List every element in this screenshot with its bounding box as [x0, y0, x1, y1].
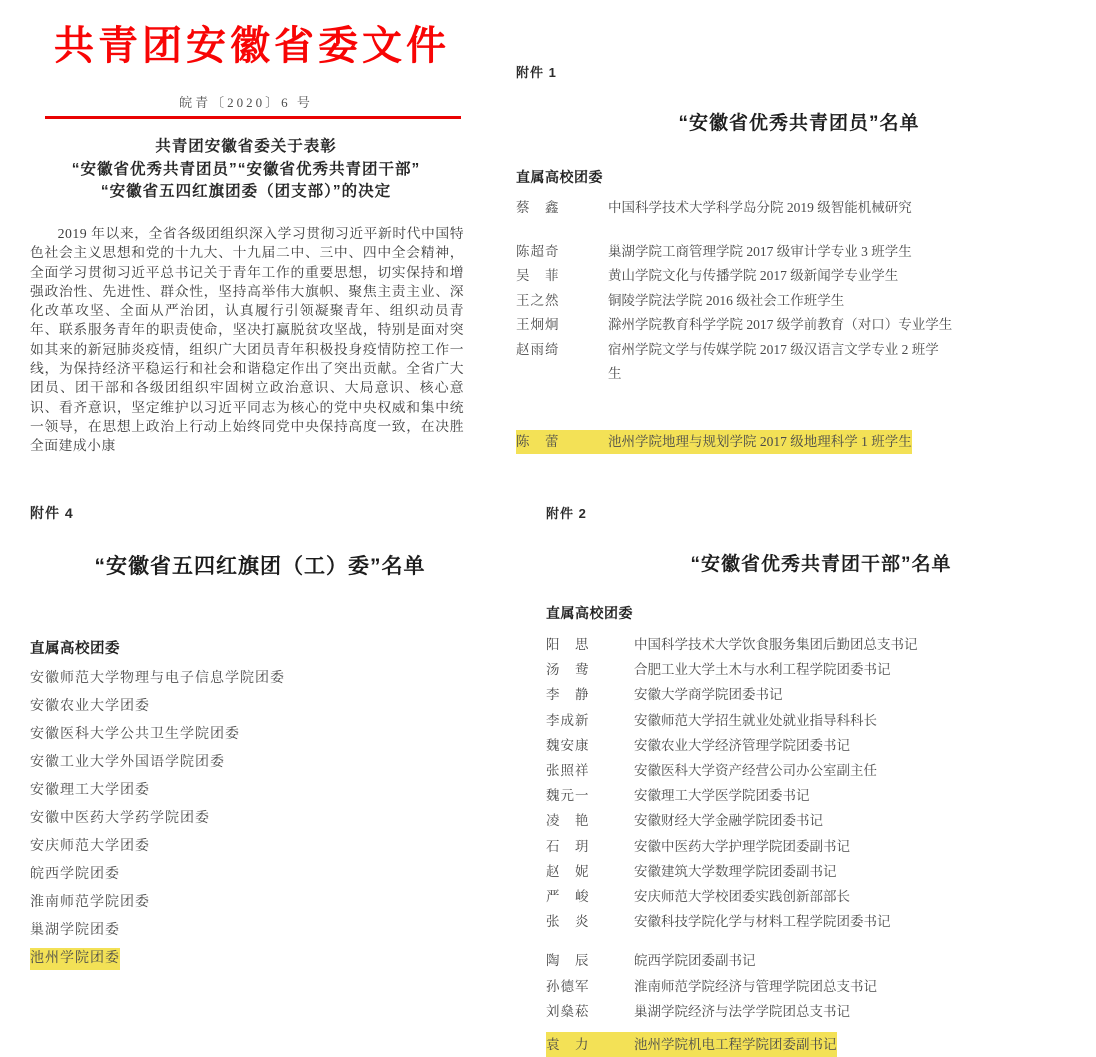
awardee-name: 严 峻 [546, 889, 590, 905]
list-item [546, 909, 1096, 934]
awardee-description: 安徽医科大学资产经营公司办公室副主任 [634, 763, 877, 779]
awardee-description: 安徽大学商学院团委书记 [634, 687, 783, 703]
list-item: 皖西学院团委 [30, 867, 120, 882]
awardee-description: 合肥工业大学土木与水利工程学院团委书记 [634, 662, 891, 678]
awardee-name: 陶 辰 [546, 953, 590, 969]
list-item [546, 999, 1096, 1024]
list-item [546, 808, 1096, 833]
list-item [516, 338, 1082, 387]
awardee-description: 安徽师范大学招生就业处就业指导科科长 [634, 712, 877, 728]
attachment-4-title: “安徽省五四红旗团（工）委”名单 [94, 555, 426, 578]
awardee-name: 王炯炯 [516, 317, 560, 332]
list-item [516, 196, 1082, 221]
attachment-4-panel [30, 503, 490, 973]
list-item: 安徽理工大学团委 [30, 783, 150, 798]
awardee-name: 魏安康 [546, 737, 590, 753]
awardee-description: 皖西学院团委副书记 [634, 953, 756, 969]
list-item [516, 240, 1082, 265]
list-item [546, 733, 1096, 758]
highlighted-list-item [30, 945, 490, 973]
list-item: 巢湖学院团委 [30, 923, 120, 938]
document-body-paragraph: 2019 年以来，全省各级团组织深入学习贯彻习近平新时代中国特色社会主义思想和党的十九大、十九届二中、三中、四中全会精神，全面学习贯彻习近平总书记关于青年工作的重要思想，切实保持和增强政治性、先进性、群众性，坚持高举伟大旗帜、聚焦主责主业、深化改革攻坚、全面从严治团，认真履行引领凝聚青年、组织动员青年、联系服务青年的职责使命，坚决打赢脱贫攻坚战，特别是面对突如其来的新冠肺炎疫情，组织广大团员青年积极投身疫情防控工作一线，为保持经济平稳运行和社会和谐稳定作出了突出贡献。全省广大团员、团干部和各级团组织牢固树立政治意识、大局意识、核心意识、看齐意识，坚定维护以习近平同志为核心的党中央权威和集中统一领导，在思想上政治上行动上始终同党中央保持高度一致，在决胜全面建成小康 [30, 226, 464, 454]
list-item [546, 657, 1096, 682]
attachment-2-entry-list-secondary [546, 948, 1096, 1024]
red-divider-rule [45, 116, 461, 119]
attachment-1-panel [516, 62, 1082, 454]
awardee-description: 巢湖学院工商管理学院 2017 级审计学专业 3 班学生 [608, 243, 912, 259]
list-item [546, 632, 1096, 657]
list-item [546, 948, 1096, 973]
awardee-description: 黄山学院文化与传播学院 2017 级新闻学专业学生 [608, 268, 899, 283]
list-item: 安徽农业大学团委 [30, 699, 150, 714]
attachment-1-label: 附件 1 [516, 65, 557, 80]
highlighted-committee-name: 池州学院团委 [30, 948, 120, 970]
attachment-1-section-heading: 直属高校团委 [516, 169, 603, 185]
awardee-description: 安徽科技学院化学与材料工程学院团委书记 [634, 914, 891, 930]
awardee-name: 陈超奇 [516, 243, 560, 259]
awardee-description: 中国科学技术大学科学岛分院 2019 级智能机械研究 [608, 200, 912, 215]
awardee-description: 池州学院地理与规划学院 2017 级地理科学 1 班学生 [608, 433, 912, 449]
awardee-name: 吴 菲 [516, 268, 560, 283]
awardee-name: 汤 鸯 [546, 662, 590, 678]
awardee-name: 蔡 鑫 [516, 200, 560, 215]
attachment-1-entry-list [516, 240, 1082, 387]
awardee-description: 安徽财经大学金融学院团委书记 [634, 813, 823, 829]
awardee-name: 陈 蕾 [516, 433, 560, 449]
list-item: 安庆师范大学团委 [30, 839, 150, 854]
attachment-1-title: “安徽省优秀共青团员”名单 [678, 113, 920, 134]
list-item [546, 682, 1096, 707]
document-title-line3: “安徽省五四红旗团委（团支部）”的决定 [100, 183, 392, 200]
awardee-description: 淮南师范学院经济与管理学院团总支书记 [634, 978, 877, 994]
highlighted-list-item [546, 1032, 837, 1057]
list-item [546, 758, 1096, 783]
attachment-2-panel [546, 503, 1096, 1057]
list-item [516, 313, 1082, 338]
list-item [546, 974, 1096, 999]
awardee-name: 阳 思 [546, 637, 590, 652]
list-item [546, 708, 1096, 733]
awardee-name: 王之然 [516, 292, 560, 308]
attachment-4-label: 附件 4 [30, 505, 74, 521]
list-item: 淮南师范学院团委 [30, 895, 150, 910]
attachment-2-label: 附件 2 [546, 506, 587, 521]
list-item: 安徽中医药大学药学院团委 [30, 811, 210, 826]
awardee-description: 安徽建筑大学数理学院团委副书记 [634, 863, 837, 879]
awardee-name: 张 炎 [546, 914, 590, 930]
document-number: 皖青〔2020〕6 号 [179, 95, 313, 110]
awardee-description: 安徽理工大学医学院团委书记 [634, 788, 810, 804]
awardee-description: 池州学院机电工程学院团委副书记 [634, 1037, 837, 1053]
list-item: 安徽师范大学物理与电子信息学院团委 [30, 671, 285, 686]
awardee-name: 张照祥 [546, 763, 590, 779]
attachment-2-section-heading: 直属高校团委 [546, 605, 633, 621]
awardee-description: 宿州学院文学与传媒学院 2017 级汉语言文学专业 2 班学生 [608, 341, 939, 381]
attachment-2-entry-list [546, 632, 1096, 934]
awardee-name: 袁 力 [546, 1037, 590, 1053]
document-title [14, 136, 478, 204]
list-item [546, 859, 1096, 884]
awardee-name: 赵雨绮 [516, 341, 560, 357]
awardee-name: 赵 妮 [546, 863, 590, 879]
document-title-line2: “安徽省优秀共青团员”“安徽省优秀共青团干部” [71, 160, 421, 178]
awardee-name: 刘燊菘 [546, 1003, 590, 1019]
awardee-description: 铜陵学院法学院 2016 级社会工作班学生 [608, 292, 845, 308]
attachment-4-item-list [30, 665, 490, 973]
attachment-4-section-heading: 直属高校团委 [30, 641, 120, 657]
awardee-description: 安庆师范大学校团委实践创新部部长 [634, 889, 850, 905]
attachment-2-title: “安徽省优秀共青团干部”名单 [690, 554, 952, 575]
list-item [546, 783, 1096, 808]
awardee-description: 中国科学技术大学饮食服务集团后勤团总支书记 [634, 637, 918, 652]
awardee-description: 安徽中医药大学护理学院团委副书记 [634, 838, 850, 854]
document-title-line1: 共青团安徽省委关于表彰 [155, 138, 337, 155]
awardee-name: 李成新 [546, 712, 590, 728]
list-item [516, 289, 1082, 314]
list-item: 安徽工业大学外国语学院团委 [30, 755, 225, 770]
awardee-name: 魏元一 [546, 788, 590, 804]
awardee-description: 安徽农业大学经济管理学院团委书记 [634, 737, 850, 753]
awardee-name: 凌 艳 [546, 813, 590, 829]
red-letterhead-banner: 共青团安徽省委文件 [54, 23, 450, 68]
awardee-name: 孙德军 [546, 978, 590, 994]
list-item [546, 884, 1096, 909]
awardee-name: 李 静 [546, 687, 590, 703]
list-item [516, 264, 1082, 289]
list-item [546, 834, 1096, 859]
awardee-description: 巢湖学院经济与法学学院团总支书记 [634, 1003, 850, 1019]
highlighted-list-item [516, 430, 912, 455]
list-item: 安徽医科大学公共卫生学院团委 [30, 727, 240, 742]
awardee-name: 石 玥 [546, 838, 590, 854]
awardee-description: 滁州学院教育科学学院 2017 级学前教育（对口）专业学生 [608, 317, 953, 332]
